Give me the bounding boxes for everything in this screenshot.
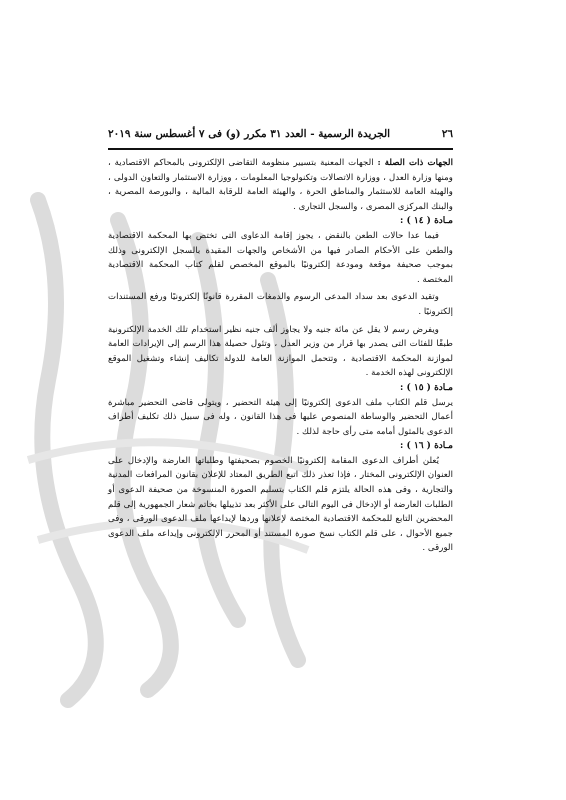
article-14-paragraph-1: فيما عدا حالات الطعن بالنقض ، يجوز إقامة الدعاوى التى تختص بها المحكمة الاقتصادية والطعن على الأحكام الصادر فيها من الأشخاص والجهات المقيدة بالسجل الإلكترونى وذلك بموجب صحيفة موقعة ومودعة إلكترونيًا بالموقع المخصص لقلم كتاب المحكمة الاقتصادية المختصة . <box>108 230 453 285</box>
article-15-heading: مـادة ( ١٥ ) : <box>400 382 453 393</box>
page-header <box>108 128 453 140</box>
related-parties-lead: الجهات ذات الصلة : <box>377 158 453 168</box>
article-16-heading: مـادة ( ١٦ ) : <box>400 441 453 452</box>
article-16-paragraph-1: يُعلن أطراف الدعوى المقامة إلكترونيًا الخصوم بصحيفتها وطلباتها العارضة والإدخال على العنوان الإلكترونى المختار ، فإذا تعذر ذلك اتبع الطريق المعتاد للإعلان بقانون المرافعات المدنية والتجارية ، وفى هذه الحالة يلتزم قلم الكتاب بتسليم الصورة المنسوخة من صحيفة الدعوى أو الطلبات العارضة أو الإدخال فى اليوم التالى على الأكثر بعد تذييلها بخاتم شعار الجمهورية إلى قلم المحضرين التابع للمحكمة الاقتصادية المختصة لإعلانها وردها لإيداعها ملف الدعوى الورقى ، وفى جميع الأحوال ، على قلم الكتاب نسخ صورة المستند أو المحرر الإلكترونى وإيداعه ملف الدعوى الورقى . <box>108 455 453 554</box>
page-number: ٢٦ <box>441 128 453 140</box>
related-parties-paragraph <box>108 156 453 214</box>
header-rule <box>108 148 453 150</box>
article-14-heading: مـادة ( ١٤ ) : <box>400 216 453 227</box>
article-15-paragraph-1: يرسل قلم الكتاب ملف الدعوى إلكترونيًا إلى هيئة التحضير ، ويتولى قاضى التحضير مباشرة أعمال التحضير والوساطة المنصوص عليها فى هذا القانون ، وله فى سبيل ذلك تكليف أطراف الدعوى بالمثول أمامه متى رأى حاجة لذلك . <box>108 397 453 437</box>
article-14-paragraph-2: وتقيد الدعوى بعد سداد المدعى الرسوم والدمغات المقررة قانونًا إلكترونيًا ورفع المستندات إلكترونيًا . <box>108 292 453 317</box>
gazette-title: الجريدة الرسمية - العدد ٣١ مكرر (و) فى ٧ أغسطس سنة ٢٠١٩ <box>108 128 391 140</box>
related-parties-text: الجهات المعنية بتسيير منظومة التقاضى الإلكترونى بالمحاكم الاقتصادية ، ومنها وزارة العدل ، ووزارة الاتصالات وتكنولوجيا المعلومات ، ووزارة الاستثمار والتعاون الدولى ، والهيئة العامة للاستثمار والمناطق الحرة ، والهيئة العامة للرقابة المالية ، والبورصة المصرية ، والبنك المركزى المصرى ، والسجل التجارى . <box>108 158 453 212</box>
article-14-paragraph-3: ويفرض رسم لا يقل عن مائة جنيه ولا يجاوز ألف جنيه نظير استخدام تلك الخدمة الإلكترونية طبقًا للفئات التى يصدر بها قرار من وزير العدل ، وتئول حصيلة هذا الرسم إلى الإيرادات العامة لموازنة المحكمة الاقتصادية ، وتتحمل الموازنة العامة للدولة تكاليف إنشاء وتشغيل الموقع الإلكترونى لهذه الخدمة . <box>108 324 453 379</box>
document-body <box>108 156 453 556</box>
